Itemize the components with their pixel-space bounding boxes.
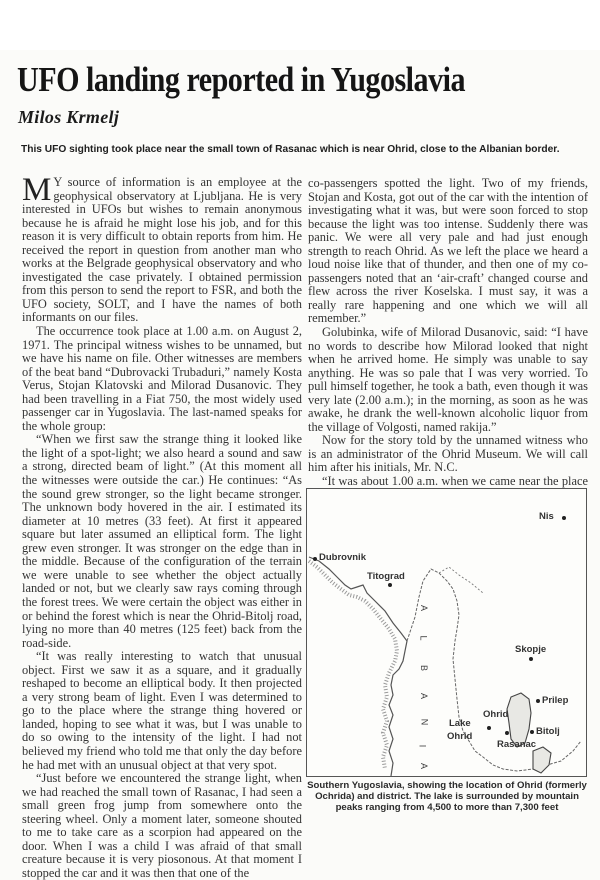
rasanac-dot [505,731,509,735]
titograd-dot [388,583,392,587]
prilep-dot [536,699,540,703]
label-skopje: Skopje [515,644,547,655]
albania-letter: N [419,718,430,726]
albania-letter: I [417,744,428,748]
article-standfirst: This UFO sighting took place near the small town of Rasanac which is near Ohrid, close to the Albanian border. [21,144,560,155]
albania-letter: L [418,635,429,641]
ohrid-dot [487,726,491,730]
bitolj-dot [530,730,534,734]
paragraph: M Y source of information is an employee at the geophysical observatory at Ljubljana. He is very interested in UFOs but wishes to remain anonymous because he is afraid he might lose his job, and for this reason it is very difficult to obtain reports from him. He received the report in question from another man who works at the Belgrade geophysical observatory and who investigated the case privately. I obtained permission from this person to send the report to FSR, and both the UFO society, SOLT, and I have the names of both informants on our files. [22,172,302,325]
albania-letter: A [419,604,430,612]
nis-dot [562,516,566,520]
article-title: UFO landing reported in Yugoslavia [17,60,465,99]
albania-letter: A [419,692,430,700]
paragraph: “When we first saw the strange thing it looked like the light of a spot-light; we also heard a sound and saw a strong, directed beam of light.” (At this moment all the witnesses were outside the car.) He continues: “As the sound grew stronger, so the light became stronger. The unknown body hovered in the air. I estimated its diameter at 10 metres (33 feet). At first it appeared square but later assumed an elliptical form. The light grew even stronger. It was stronger on the edge than in the middle. Because of the configuration of the terrain we were unable to see whether the object actually landed or not, but we clearly saw rays coming through the forest trees. We were certain the object was either in or behind the forest which is near the Ohrid-Bitolj road, lying no more than 40 metres (125 feet) back from the road-side. [22,432,302,650]
paragraph: The occurrence took place at 1.00 a.m. on August 2, 1971. The principal witness wishes to be unnamed, but we have his name on file. Other witnesses are members of the beat band “Dubrovacki Trubaduri,” namely Kosta Verus, Stojan Klatovski and Milorad Dusanovic. They had been travelling in a Fiat 750, the most widely used passenger car in Yugoslavia. The last-named speaks for the whole group: [22,324,302,433]
label-lake-ohrid: Ohrid [447,731,473,742]
albania-border [407,569,581,771]
coastline-hatching [309,561,397,769]
label-rasanac: Rasanac [497,739,537,750]
map-caption: Southern Yugoslavia, showing the location of Ohrid (formerly Ochrida) and district. The lake is surrounded by mountain peaks ranging from 4,500 to more than 7,300 feet [307,780,587,813]
drop-cap: M [22,172,52,208]
albania-letter: A [419,762,430,770]
paragraph: co-passengers spotted the light. Two of my friends, Stojan and Kosta, got out of the car with the intention of investigating what it was, but were soon forced to stop because the light was too intense. Suddenly there was panic. We were all very pale and had just enough strength to reach Ohrid. As we left the place we heard a loud noise like that of thunder, and then one of my co-passengers noted that an ‘air-craft’ changed course and flew across the river Koselska. I must say, it was a really rare happening and one which we will all remember.” [308,176,588,326]
author-byline: Milos Krmelj [18,107,120,127]
dubrovnik-dot [313,557,317,561]
right-column [308,177,588,502]
lake-prespa [533,747,551,773]
label-titograd: Titograd [367,571,405,582]
coastline [309,557,407,776]
paragraph: “Just before we encountered the strange light, when we had reached the small town of Rasanac, I had seen a small green frog jump from somewhere onto the steering wheel. Only a moment later, someone shouted to me to take care as a scorpion had appeared on the door. When I was a child I was afraid of that small creature because it is very piosonous. At that moment I stopped the car and it was then that one of the [22,771,302,880]
map-figure [306,488,587,777]
label-ohrid: Ohrid [483,709,509,720]
label-lake: Lake [449,718,471,729]
albania-letter: B [419,664,430,672]
label-prilep: Prilep [542,695,569,706]
skopje-dot [529,657,533,661]
label-nis: Nis [539,511,554,522]
page-top-margin [0,0,600,50]
paragraph: “It was really interesting to watch that unusual object. First we saw it as a square, and it gradually reshaped to become an elliptical body. It then projected a very strong beam of light. Even I was determined to go to the place where the strange thing hovered or landed, hoping to see what it was, but I was unable to do so owing to the intensity of the light. I had not believed my friend who told me that only the day before he had met with an unusual object at that very spot. [22,649,302,772]
left-column [22,172,302,880]
label-dubrovnik: Dubrovnik [319,552,366,563]
paragraph: Golubinka, wife of Milorad Dusanovic, said: “I have no words to describe how Milorad looked that night when he arrived home. He simply was unable to say anything. He was so pale that I was very worried. To pull himself together, he took a bath, even though it was very late (2.00 a.m.); in the morning, as soon as he was awake, he drank the well-known alcoholic liquor from the village of Volgosti, named rakija.” [308,325,588,434]
label-bitolj: Bitolj [536,726,560,737]
paragraph: Now for the story told by the unnamed witness who is an administrator of the Ohrid Museum. We will call him after his initials, Mr. N.C. [308,433,588,475]
paragraph: “It was about 1.00 a.m. when we came near the place [322,474,588,489]
